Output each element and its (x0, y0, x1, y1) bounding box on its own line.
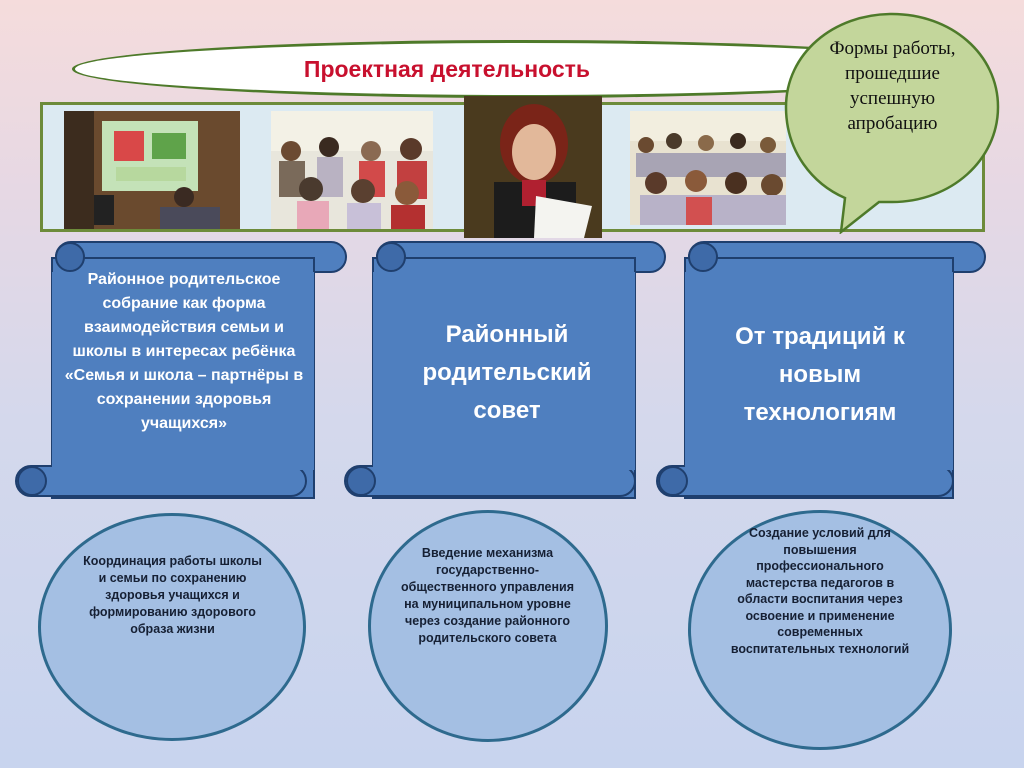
page-title: Проектная деятельность (303, 55, 591, 82)
circle-governance-text: Введение механизма государственно-общественного управления на муниципальном уровне через создание районного родительского совета (401, 546, 574, 645)
callout-text: Формы работы, прошедшие успешную апробацию (829, 38, 956, 134)
scroll-parent-council (343, 238, 683, 503)
circle-health-coordination-text: Координация работы школы и семьи по сохранению здоровья учащихся и формированию здорового образа жизни (83, 554, 262, 636)
scroll-traditions (655, 238, 995, 503)
scroll-traditions-text: От традиций к новым технологиям (735, 323, 905, 426)
speaker-portrait-photo (464, 96, 602, 238)
scroll-parent-meeting (12, 238, 352, 503)
callout-bubble (783, 12, 1001, 234)
scroll-parent-meeting-text: Районное родительское собрание как форма взаимодействия семьи и школы в интересах ребёнка «Семья и школа – партнёры в сохранении здоровья учащихся» (64, 271, 304, 432)
conference-hall-photo (630, 111, 786, 225)
presentation-photo (64, 111, 240, 229)
audience-photo (271, 111, 433, 229)
scroll-parent-council-text: Районный родительский совет (422, 321, 592, 424)
circle-teacher-skills-text: Создание условий для повышения профессионального мастерства педагогов в области воспитания через освоение и применение современных воспитательных технологий (730, 526, 910, 656)
